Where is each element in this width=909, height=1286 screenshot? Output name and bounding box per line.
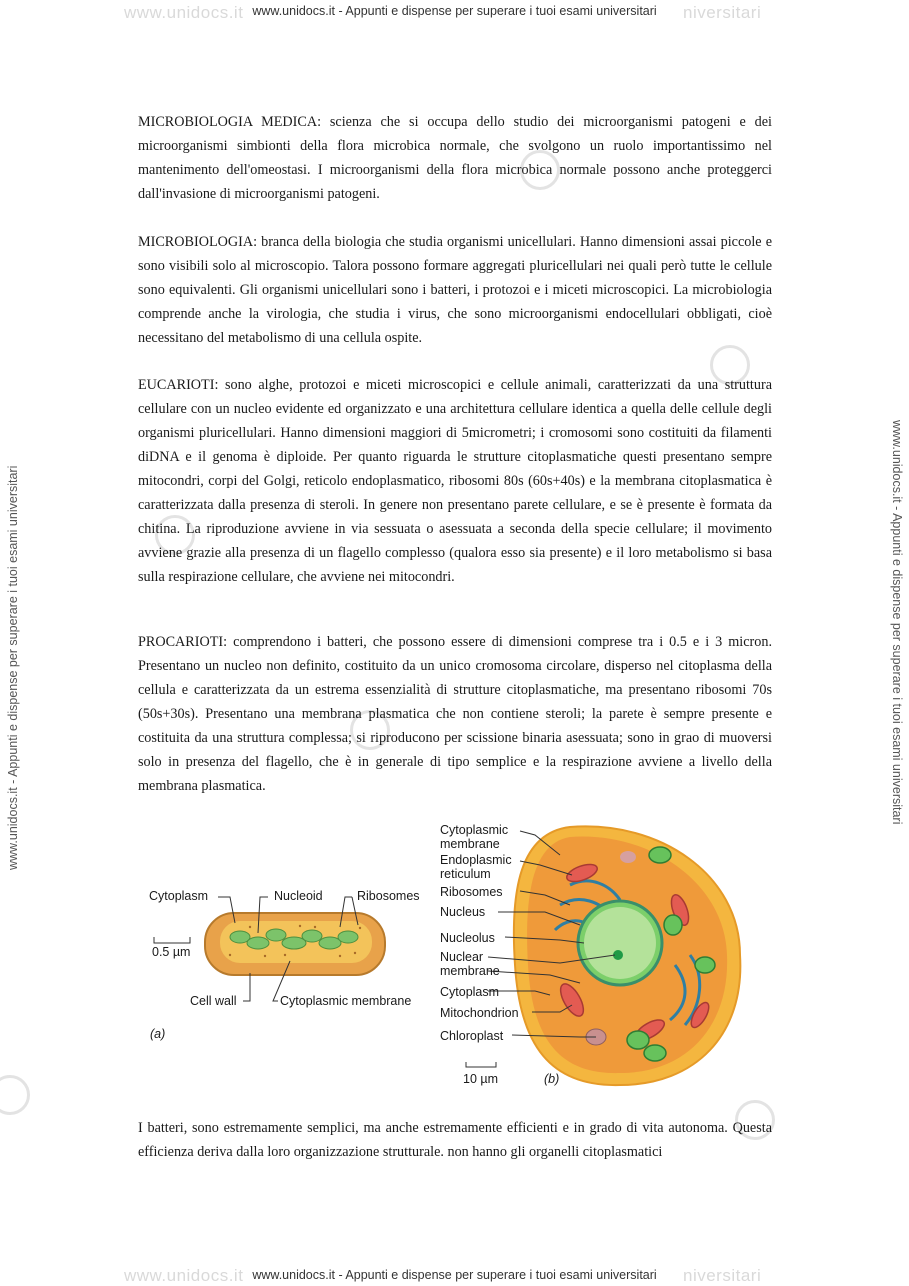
- paragraph-eucarioti: EUCARIOTI: sono alghe, protozoi e miceti microscopici e cellule animali, caratterizzati da una struttura cellulare con un nucleo evidente ed organizzato e una architettura cellulare identica a quella delle cellule degli organismi pluricellulari. Hanno dimensioni maggiori di 5micrometri; i cromosomi sono costituiti da filamenti diDNA e il genoma è diploide. Per quanto riguarda le strutture citoplasmatiche questi presentano sempre mitocondri, corpi del Golgi, reticolo endoplasmatico, ribosomi 80s (60s+40s) e la membrana citoplasmatica è caratterizzata dalla presenza di steroli. In genere non presentano parete cellulare, e se è presente è formata da chitina. La riproduzione avviene in via sessuata o asessuata a seconda della specie cellulare; il movimento avviene grazie alla presenza di un flagello complesso (qualora esso sia presente) e il loro metabolismo si basa sulla respirazione cellulare, che avviene nei mitocondri.: [138, 377, 772, 585]
- label-prokaryote-scale: 0.5 µm: [152, 945, 191, 959]
- label-eukaryote-cytoplasmic-membrane: Cytoplasmic membrane: [440, 823, 509, 851]
- label-eukaryote-chloroplast: Chloroplast: [440, 1029, 504, 1043]
- right-side-watermark: www.unidocs.it - Appunti e dispense per superare i tuoi esami universitari: [890, 420, 904, 825]
- label-eukaryote-scale: 10 µm: [463, 1072, 498, 1086]
- label-eukaryote-cytoplasm: Cytoplasm: [440, 985, 500, 999]
- header-watermark: www.unidocs.it - Appunti e dispense per superare i tuoi esami universitari: [252, 4, 657, 18]
- header-ghost-watermark-right: niversitari: [683, 3, 762, 22]
- footer-watermark: www.unidocs.it - Appunti e dispense per superare i tuoi esami universitari: [252, 1268, 657, 1282]
- label-eukaryote-mitochondrion: Mitochondrion: [440, 1006, 519, 1020]
- label-eukaryote-nucleus: Nucleus: [440, 905, 486, 919]
- label-eukaryote-nuclear-membrane: Nuclear membrane: [440, 950, 500, 978]
- left-side-watermark: www.unidocs.it - Appunti e dispense per superare i tuoi esami universitari: [6, 465, 20, 870]
- paragraph-microbiologia: MICROBIOLOGIA: branca della biologia che studia organismi unicellulari. Hanno dimensioni assai piccole e sono visibili solo al microscopio. Talora possono formare aggregati pluricellulari nei quali però tutte le cellule sono equivalenti. Gli organismi unicellulari sono i batteri, i protozoi e i miceti microscopici. La microbiologia comprende anche la virologia, che studia i virus, che sono microorganismi endocellulari obbligati, cioè necessitano del metabolismo di una cellula ospite.: [138, 234, 772, 346]
- label-prokaryote-nucleoid: Nucleoid: [274, 889, 323, 903]
- header-ghost-watermark-left: www.unidocs.it: [124, 3, 244, 22]
- paragraph-microbiologia-medica: MICROBIOLOGIA MEDICA: scienza che si occupa dello studio dei microorganismi patogeni e dei microorganismi simbionti della flora microbica normale, che svolgono un ruolo importantissimo nel mantenimento dell'omeostasi. I microorganismi della flora microbica normale possono anche proteggerci dall'invasione di microorganismi patogeni.: [138, 114, 772, 202]
- footer-ghost-watermark-right: niversitari: [683, 1266, 762, 1285]
- label-prokaryote-cell-wall: Cell wall: [190, 994, 237, 1008]
- label-eukaryote-er: Endoplasmic reticulum: [440, 853, 512, 881]
- label-eukaryote-ribosomes: Ribosomes: [440, 885, 503, 899]
- label-panel-b: (b): [544, 1072, 560, 1086]
- label-prokaryote-cytoplasmic-membrane: Cytoplasmic membrane: [280, 994, 412, 1008]
- cell-comparison-figure: [140, 815, 780, 1095]
- label-prokaryote-ribosomes: Ribosomes: [357, 889, 420, 903]
- paragraph-batteri: I batteri, sono estremamente semplici, ma anche estremamente efficienti e in grado di vita autonoma. Questa efficienza deriva dalla loro organizzazione strutturale. non hanno gli organelli citoplasmatici: [138, 1120, 772, 1160]
- label-panel-a: (a): [150, 1027, 166, 1041]
- label-prokaryote-cytoplasm: Cytoplasm: [149, 889, 209, 903]
- paragraph-procarioti: PROCARIOTI: comprendono i batteri, che possono essere di dimensioni comprese tra i 0.5 e i 3 micron. Presentano un nucleo non definito, costituito da un unico cromosoma circolare, disperso nel citoplasma della cellula e caratterizzata da un estrema essenzialità di strutture citoplasmatiche, ma presentano ribosomi 70s (50s+30s). Presentano una membrana plasmatica che non contiene steroli; la parete è sempre presente e costituita da una struttura complessa; si riproducono per scissione binaria asessuata; sono in grao di muoversi solo in presenza del flagello, che è in generale di tipo semplice e la respirazione avviene a livello della membrana plasmatica.: [138, 634, 772, 794]
- watermark-logo-icon: [0, 1075, 30, 1115]
- label-eukaryote-nucleolus: Nucleolus: [440, 931, 495, 945]
- footer-ghost-watermark-left: www.unidocs.it: [124, 1266, 244, 1285]
